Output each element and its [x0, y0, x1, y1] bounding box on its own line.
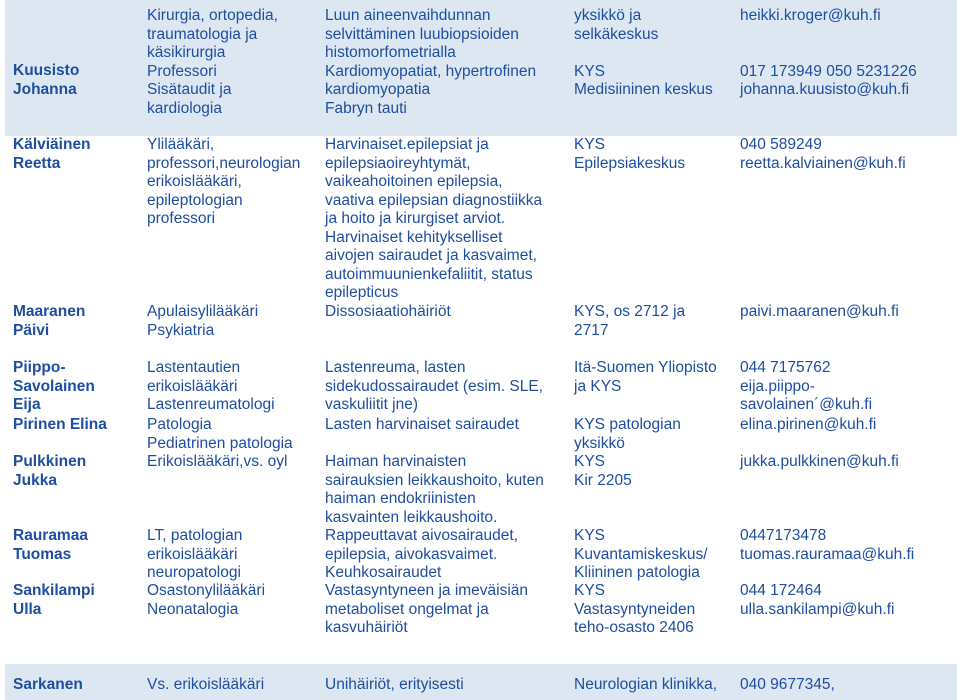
row-title: Osastonylilääkäri Neonatalogia: [147, 582, 266, 618]
row-contact: paivi.maaranen@kuh.fi: [740, 303, 899, 320]
row-name: Kuusisto Johanna: [13, 62, 80, 98]
table-row: [5, 303, 957, 351]
row-area: Luun aineenvaihdunnan selvittäminen luubiopsioiden histomorfometrialla Kardiomyopatiat, hypertrofinen kardiomyopatia Fabryn tauti: [325, 7, 537, 117]
row-title: Lastentautien erikoislääkäri Lastenreumatologi: [147, 359, 275, 413]
row-unit: KYS Kuvantamiskeskus/ Kliininen patologia: [574, 527, 708, 581]
row-name: Sankilampi Ulla: [13, 582, 95, 618]
table-row: [5, 136, 957, 301]
row-name: Sarkanen: [13, 676, 83, 693]
row-name: Pulkkinen Jukka: [13, 453, 87, 489]
table-row: [5, 359, 957, 415]
row-contact: 044 172464 ulla.sankilampi@kuh.fi: [740, 582, 895, 618]
row-title: Ylilääkäri, professori,neurologian erikoislääkäri, epileptologian professori: [147, 136, 301, 227]
row-area: Unihäiriöt, erityisesti: [325, 676, 464, 693]
row-contact: heikki.kroger@kuh.fi 017 173949 050 5231226 johanna.kuusisto@kuh.fi: [740, 7, 917, 98]
table-row: [5, 527, 957, 583]
row-contact: 0447173478 tuomas.rauramaa@kuh.fi: [740, 527, 915, 563]
table-row: [5, 664, 957, 700]
row-title: Kirurgia, ortopedia, traumatologia ja käsikirurgia Professori Sisätaudit ja kardiologia: [147, 7, 278, 117]
row-title: Apulaisylilääkäri Psykiatria: [147, 303, 259, 339]
row-unit: yksikkö ja selkäkeskus KYS Medisiininen keskus: [574, 7, 713, 98]
row-name: Pirinen Elina: [13, 416, 107, 433]
row-name: Rauramaa Tuomas: [13, 527, 88, 563]
row-name: Maaranen Päivi: [13, 303, 86, 339]
row-unit: KYS Kir 2205: [574, 453, 632, 489]
row-area: Rappeuttavat aivosairaudet, epilepsia, aivokasvaimet. Keuhkosairaudet: [325, 527, 519, 581]
row-unit: KYS patologian yksikkö: [574, 416, 681, 452]
row-area: Lasten harvinaiset sairaudet: [325, 416, 519, 433]
row-unit: KYS Epilepsiakeskus: [574, 136, 686, 172]
row-contact: 044 7175762 eija.piippo- savolainen´@kuh.fi: [740, 359, 873, 413]
table-row: [5, 416, 957, 453]
table-row: [5, 453, 957, 527]
row-contact: 040 9677345,: [740, 676, 835, 693]
row-area: Vastasyntyneen ja imeväisiän metaboliset ongelmat ja kasvuhäiriöt: [325, 582, 529, 636]
row-contact: elina.pirinen@kuh.fi: [740, 416, 877, 433]
table-row: [5, 0, 957, 136]
table-row: [5, 582, 957, 642]
row-title: LT, patologian erikoislääkäri neuropatologi: [147, 527, 243, 581]
row-unit: KYS Vastasyntyneiden teho-osasto 2406: [574, 582, 696, 636]
row-area: Lastenreuma, lasten sidekudossairaudet (esim. SLE, vaskuliitit jne): [325, 359, 543, 413]
row-title: Vs. erikoislääkäri: [147, 676, 265, 693]
row-contact: jukka.pulkkinen@kuh.fi: [740, 453, 899, 470]
row-unit: KYS, os 2712 ja 2717: [574, 303, 686, 339]
row-contact: 040 589249 reetta.kalviainen@kuh.fi: [740, 136, 906, 172]
row-area: Dissosiaatiohäiriöt: [325, 303, 451, 320]
row-area: Harvinaiset.epilepsiat ja epilepsiaoireyhtymät, vaikeahoitoinen epilepsia, vaativa epilepsian diagnostiikka ja hoito ja kirurgiset arviot. Harvinaiset kehitykselliset aivojen sairaudet ja kasvaimet, autoimmuunienkefaliitit, status epilepticus: [325, 136, 543, 301]
row-title: Erikoislääkäri,vs. oyl: [147, 453, 288, 470]
row-title: Patologia Pediatrinen patologia: [147, 416, 293, 452]
row-name: Piippo- Savolainen Eija: [13, 359, 95, 413]
row-unit: Neurologian klinikka,: [574, 676, 718, 693]
row-name: Kälviäinen Reetta: [13, 136, 91, 172]
row-unit: Itä-Suomen Yliopisto ja KYS: [574, 359, 717, 395]
row-area: Haiman harvinaisten sairauksien leikkaushoito, kuten haiman endokriinisten kasvainten leikkaushoito.: [325, 453, 544, 526]
